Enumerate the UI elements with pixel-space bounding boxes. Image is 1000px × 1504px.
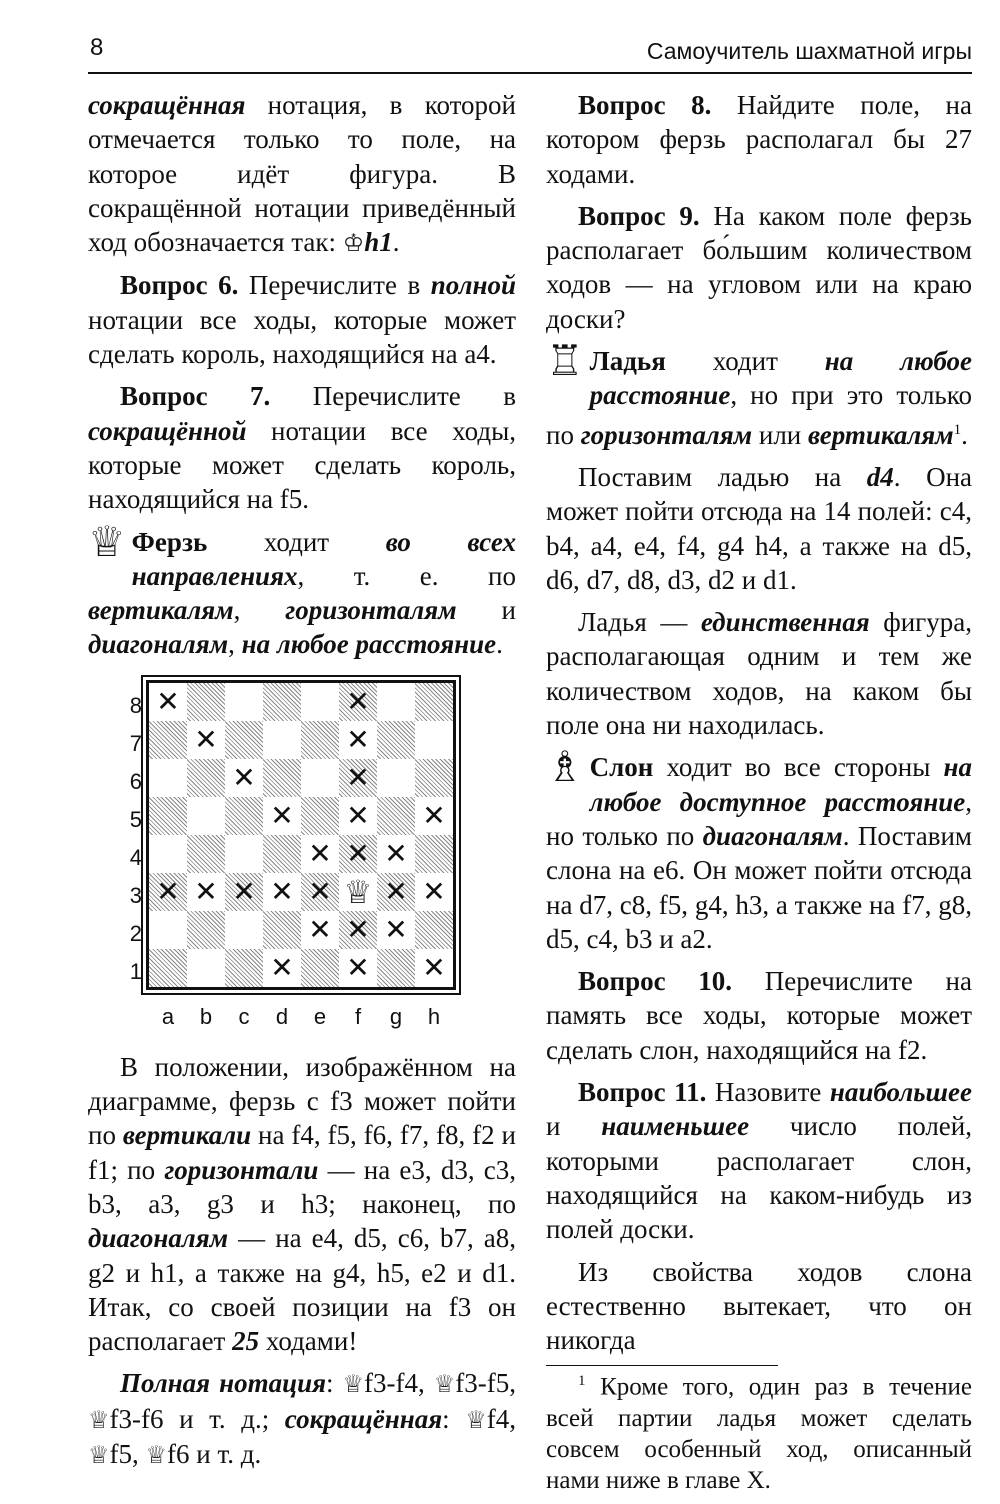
square-b2: [187, 911, 225, 949]
question-10: [546, 964, 972, 1067]
move-mark-e3: ✕: [308, 874, 332, 908]
question-6: [88, 268, 516, 371]
square-d2: [263, 911, 301, 949]
text: .: [392, 227, 400, 258]
file-label: f: [354, 1003, 362, 1029]
rank-label: 8: [129, 692, 142, 718]
paragraph-queen-moves: [88, 1050, 516, 1359]
square-h2: [415, 911, 453, 949]
file-label: g: [389, 1003, 403, 1029]
question-label: Вопрос 6.: [120, 270, 239, 301]
piece-name: Ладья: [589, 346, 666, 377]
chess-board: [146, 680, 456, 990]
square-b6: [187, 759, 225, 797]
text: :: [326, 1368, 343, 1399]
paragraph-short-notation: [88, 88, 516, 260]
square-a5: [149, 797, 187, 835]
emphasis: полной: [430, 270, 516, 301]
move-mark-h5: ✕: [422, 798, 446, 832]
question-label: Вопрос 11.: [578, 1077, 707, 1108]
text: . Поставим слона на e6. Он может пойти отсюда на d7, c8, f5, g4, h3, а также на f7, g8, d5, c4, b3 и a2.: [546, 820, 972, 954]
square-e1: [301, 949, 339, 987]
emphasis: вертикалям: [808, 419, 954, 450]
move-mark-g4: ✕: [384, 836, 408, 870]
text: ходами!: [259, 1326, 358, 1357]
square-h6: [415, 759, 453, 797]
move-mark-f1: ✕: [346, 950, 370, 984]
square-a2: [149, 911, 187, 949]
text: f3-f6 и т. д.;: [109, 1403, 285, 1434]
square-b1: [187, 949, 225, 987]
question-label: Вопрос 10.: [578, 966, 733, 997]
text: фигура, располагающая одним и тем же количеством ходов, на каком бы поле она ни находилась.: [546, 607, 972, 741]
square-h7: [415, 721, 453, 759]
rank-label: 2: [129, 920, 142, 946]
text: ,: [228, 629, 242, 660]
text: f5,: [109, 1439, 146, 1470]
question-9: [546, 199, 972, 336]
move-mark-h1: ✕: [422, 950, 446, 984]
text: Перечислите в: [270, 381, 516, 412]
left-column: [88, 88, 516, 1480]
rank-label: 4: [129, 844, 142, 870]
square-c2: [225, 911, 263, 949]
file-label: b: [199, 1003, 213, 1029]
text: — на e4, d5, c6, b7, a8, g2 и h1, а также на g4, h5, e2 и d1. Итак, со своей позиции на f3 он располагает: [88, 1223, 516, 1357]
file-label: d: [275, 1003, 289, 1029]
square-b4: [187, 835, 225, 873]
move-mark-c3: ✕: [232, 874, 256, 908]
emphasis: 25: [232, 1326, 260, 1357]
move-mark-c6: ✕: [232, 760, 256, 794]
move-mark-a8: ✕: [156, 684, 180, 718]
emphasis: наименьшее: [601, 1111, 750, 1142]
file-label: h: [427, 1003, 441, 1029]
text: На каком поле ферзь располагает бо́льшим количеством ходов — на угловом или на краю доски?: [546, 200, 972, 334]
text: Перечислите в: [238, 270, 431, 301]
question-8: [546, 88, 972, 191]
square-c8: [225, 683, 263, 721]
page-number: 8: [90, 34, 104, 61]
queen-icon: ♕: [88, 519, 126, 566]
emphasis: диагоналям: [702, 820, 843, 851]
move-mark-e4: ✕: [308, 836, 332, 870]
text: .: [496, 629, 503, 660]
text: f6 и т. д.: [167, 1439, 262, 1470]
queen-section: [88, 519, 516, 662]
footnote: [546, 1366, 972, 1495]
square-g5: [377, 797, 415, 835]
text: . Она может пойти отсюда на 14 полей: c4, b4, a4, e4, f4, g4 h4, а также на d5, d6, d7, d8, d3, d2 и d1.: [546, 461, 972, 595]
text: нотации все ходы, которые может сделать король, находящийся на f5.: [88, 415, 516, 515]
text: .: [961, 419, 968, 450]
square-g8: [377, 683, 415, 721]
square-e6: [301, 759, 339, 797]
emphasis: d4: [866, 461, 894, 492]
emphasis: вертикали: [122, 1120, 252, 1151]
emphasis: на любое расстояние: [589, 346, 972, 411]
piece-name: Ферзь: [131, 526, 208, 557]
move-mark-h3: ✕: [422, 874, 446, 908]
rank-label: 3: [129, 882, 142, 908]
square-d7: [263, 721, 301, 759]
file-label: e: [313, 1003, 327, 1029]
emphasis: горизонталям: [580, 419, 753, 450]
square-g7: [377, 721, 415, 759]
text: f3-f4,: [364, 1368, 434, 1399]
footnote-text: Кроме того, один раз в течение всей партии ладья может сделать совсем особенный ход, описанный нами ниже в главе X.: [546, 1373, 972, 1494]
queen-icon: ♕: [433, 1370, 456, 1399]
footnote-ref: 1: [953, 421, 962, 438]
square-b5: [187, 797, 225, 835]
move-mark-f8: ✕: [346, 684, 370, 718]
text: — на e3, d3, c3, b3, a3, g3 и h3; наконец, по: [88, 1154, 516, 1219]
text: и: [546, 1111, 602, 1142]
emphasis: сокращённая: [284, 1403, 443, 1434]
square-a4: [149, 835, 187, 873]
square-d6: [263, 759, 301, 797]
move-mark-b3: ✕: [194, 874, 218, 908]
square-c5: [225, 797, 263, 835]
emphasis: на любое доступное расстояние: [589, 752, 972, 817]
running-title: Самоучитель шахматной игры: [646, 38, 972, 64]
question-label: Вопрос 7.: [120, 381, 271, 412]
text: , но только по: [546, 786, 972, 851]
square-c4: [225, 835, 263, 873]
emphasis: Полная нотация: [120, 1368, 327, 1399]
square-h4: [415, 835, 453, 873]
text: :: [442, 1403, 466, 1434]
question-11: [546, 1075, 972, 1246]
square-e5: [301, 797, 339, 835]
move-mark-g3: ✕: [384, 874, 408, 908]
emphasis: единственная: [700, 607, 870, 638]
square-b8: [187, 683, 225, 721]
square-g6: [377, 759, 415, 797]
emphasis: горизонталям: [285, 595, 457, 626]
move-mark-d1: ✕: [270, 950, 294, 984]
move-mark-f5: ✕: [346, 798, 370, 832]
emphasis: сокращённой: [88, 415, 247, 446]
square-g1: [377, 949, 415, 987]
square-a1: [149, 949, 187, 987]
piece-name: Слон: [589, 752, 654, 783]
text: ,: [233, 595, 286, 626]
text: или: [752, 419, 808, 450]
move-mark-f6: ✕: [346, 760, 370, 794]
file-label: a: [161, 1003, 175, 1029]
move-mark-f4: ✕: [346, 836, 370, 870]
emphasis: во всех направлениях: [131, 526, 516, 591]
rank-label: 6: [129, 768, 142, 794]
rank-label: 5: [129, 806, 142, 832]
text: Поставим ладью на: [578, 461, 867, 492]
square-h8: [415, 683, 453, 721]
square-a6: [149, 759, 187, 797]
rank-label: 7: [129, 730, 142, 756]
move-mark-d5: ✕: [270, 798, 294, 832]
queen-icon: ♕: [342, 1370, 365, 1399]
emphasis: наибольшее: [829, 1077, 972, 1108]
bishop-section: [546, 745, 972, 956]
text: ходит во все стороны: [653, 752, 944, 783]
page-header: [88, 32, 972, 74]
text: f3-f5,: [455, 1368, 516, 1399]
text: Ладья —: [578, 607, 701, 638]
bishop-icon: ♗: [546, 745, 584, 792]
paragraph-bishop-property: Из свойства ходов слона естественно вытекает, что он никогда: [546, 1256, 972, 1356]
question-7: [88, 379, 516, 516]
question-label: Вопрос 8.: [578, 90, 712, 120]
queen-icon: ♕: [465, 1405, 487, 1434]
text: , т. е. по: [297, 560, 516, 591]
move-mark-f2: ✕: [346, 912, 370, 946]
queen-icon: ♕: [88, 1405, 110, 1434]
emphasis: горизонтали: [164, 1154, 319, 1185]
text: и: [456, 595, 516, 626]
text: f4,: [486, 1403, 516, 1434]
text: нотации все ходы, которые может сделать король, находящийся на a4.: [88, 304, 516, 370]
term-short-notation: сокращённая: [88, 90, 246, 120]
move-mark-f7: ✕: [346, 722, 370, 756]
move-mark-d3: ✕: [270, 874, 294, 908]
file-label: c: [238, 1003, 250, 1029]
square-e7: [301, 721, 339, 759]
footnote-number: 1: [578, 1373, 586, 1390]
square-d8: [263, 683, 301, 721]
text: нотация, в которой отмечается только то поле, на которое идёт фигура. В сокращённой нотации приведённый ход обозначается так:: [88, 90, 516, 258]
text: , но при это только по: [546, 380, 972, 450]
text: Назовите: [706, 1077, 830, 1108]
queen-piece-icon: ♕: [343, 872, 373, 911]
rank-label: 1: [129, 958, 142, 984]
rook-section: [546, 339, 972, 452]
square-e8: [301, 683, 339, 721]
emphasis: на любое расстояние: [241, 629, 497, 660]
rook-icon: ♖: [546, 339, 584, 386]
chess-diagram: [88, 674, 516, 1034]
square-c7: [225, 721, 263, 759]
square-c1: [225, 949, 263, 987]
king-icon: ♔: [342, 229, 365, 258]
square-d4: [263, 835, 301, 873]
text: В положении, изображённом на диаграмме, ферзь с f3 может пойти по: [88, 1051, 516, 1151]
emphasis: диагоналям: [88, 1223, 229, 1254]
text: ходит: [207, 526, 386, 557]
move-mark-e2: ✕: [308, 912, 332, 946]
square-a7: [149, 721, 187, 759]
queen-icon: ♕: [145, 1441, 168, 1470]
paragraph-rook-d4: [546, 460, 972, 597]
text: Найдите поле, на котором ферзь располагал бы 27 ходами.: [546, 90, 972, 189]
move-mark-b7: ✕: [194, 722, 218, 756]
question-label: Вопрос 9.: [578, 200, 700, 231]
move-text: h1: [364, 227, 393, 258]
emphasis: вертикалям: [88, 595, 234, 626]
paragraph-rook-unique: [546, 605, 972, 742]
text: ходит: [665, 346, 825, 377]
text: Перечислите на память все ходы, которые может сделать слон, находящийся на f2.: [546, 966, 972, 1065]
paragraph-notation-example: [88, 1366, 516, 1472]
queen-icon: ♕: [88, 1441, 110, 1470]
text: число полей, которыми располагает слон, находящийся на каком-нибудь из полей доски.: [546, 1111, 972, 1245]
move-mark-g2: ✕: [384, 912, 408, 946]
move-mark-a3: ✕: [156, 874, 180, 908]
right-column: [546, 88, 972, 1504]
text: на f4, f5, f6, f7, f8, f2 и f1; по: [88, 1120, 516, 1185]
emphasis: диагоналям: [88, 629, 229, 660]
